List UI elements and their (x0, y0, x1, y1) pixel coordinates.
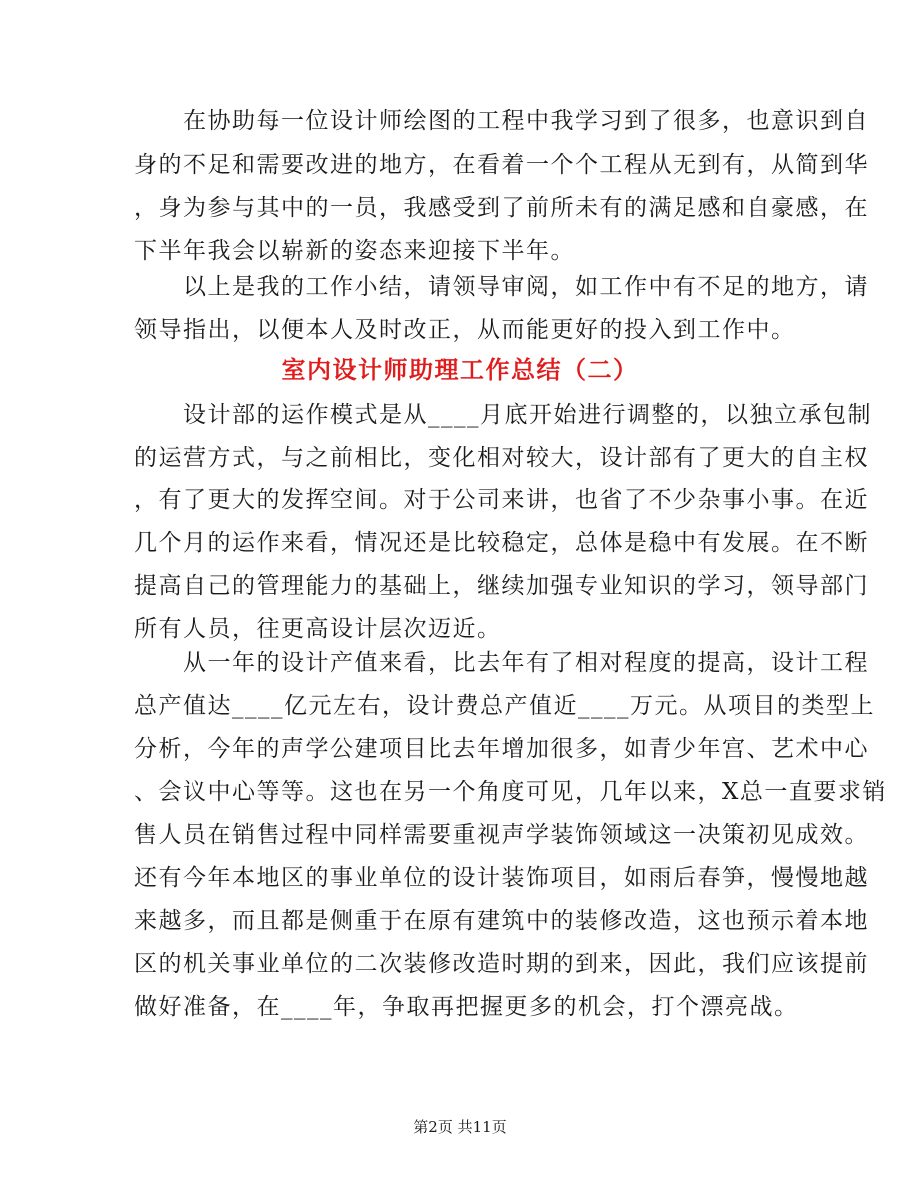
section-title: 室内设计师助理工作总结（二） (281, 356, 639, 384)
paragraph-line: 设计部的运作模式是从____月底开始进行调整的，以独立承包制 (134, 402, 872, 428)
paragraph-line: 提高自己的管理能力的基础上，继续加强专业知识的学习，领导部门 (134, 573, 869, 599)
paragraph-line: 还有今年本地区的事业单位的设计装饰项目，如雨后春笋，慢慢地越 (134, 865, 869, 891)
paragraph-line: 所有人员，往更高设计层次迈近。 (134, 616, 502, 642)
paragraph-line: 分析，今年的声学公建项目比去年增加很多，如青少年宫、艺术中心 (134, 736, 869, 762)
paragraph-line: 领导指出，以便本人及时改正，从而能更好的投入到工作中。 (134, 317, 796, 343)
paragraph-line: 身的不足和需要改进的地方，在看着一个个工程从无到有，从简到华 (134, 152, 869, 178)
paragraph-line: 售人员在销售过程中同样需要重视声学装饰领域这一决策初见成效。 (134, 822, 869, 848)
paragraph-line: 从一年的设计产值来看，比去年有了相对程度的提高，设计工程 (134, 650, 869, 676)
paragraph-line: 下半年我会以崭新的姿态来迎接下半年。 (134, 238, 575, 264)
paragraph-line: ，有了更大的发挥空间。对于公司来讲，也省了不少杂事小事。在近 (134, 487, 869, 513)
paragraph-line: 总产值达____亿元左右，设计费总产值近____万元。从项目的类型上 (134, 693, 875, 719)
paragraph-line: 区的机关事业单位的二次装修改造时期的到来，因此，我们应该提前 (134, 951, 869, 977)
paragraph-line: 的运营方式，与之前相比，变化相对较大，设计部有了更大的自主权 (134, 445, 869, 471)
page-number: 第2页 共11页 (413, 1118, 507, 1136)
paragraph-line: 在协助每一位设计师绘图的工程中我学习到了很多，也意识到自 (134, 108, 869, 134)
paragraph-line: 、会议中心等等。这也在另一个角度可见，几年以来，X总一直要求销 (134, 779, 887, 805)
paragraph-line: 几个月的运作来看，情况还是比较稳定，总体是稳中有发展。在不断 (134, 530, 869, 556)
paragraph-line: ，身为参与其中的一员，我感受到了前所未有的满足感和自豪感，在 (134, 195, 869, 221)
paragraph-line: 做好准备，在____年，争取再把握更多的机会，打个漂亮战。 (134, 994, 799, 1020)
paragraph-line: 以上是我的工作小结，请领导审阅，如工作中有不足的地方，请 (134, 274, 869, 300)
paragraph-line: 来越多，而且都是侧重于在原有建筑中的装修改造，这也预示着本地 (134, 908, 869, 934)
